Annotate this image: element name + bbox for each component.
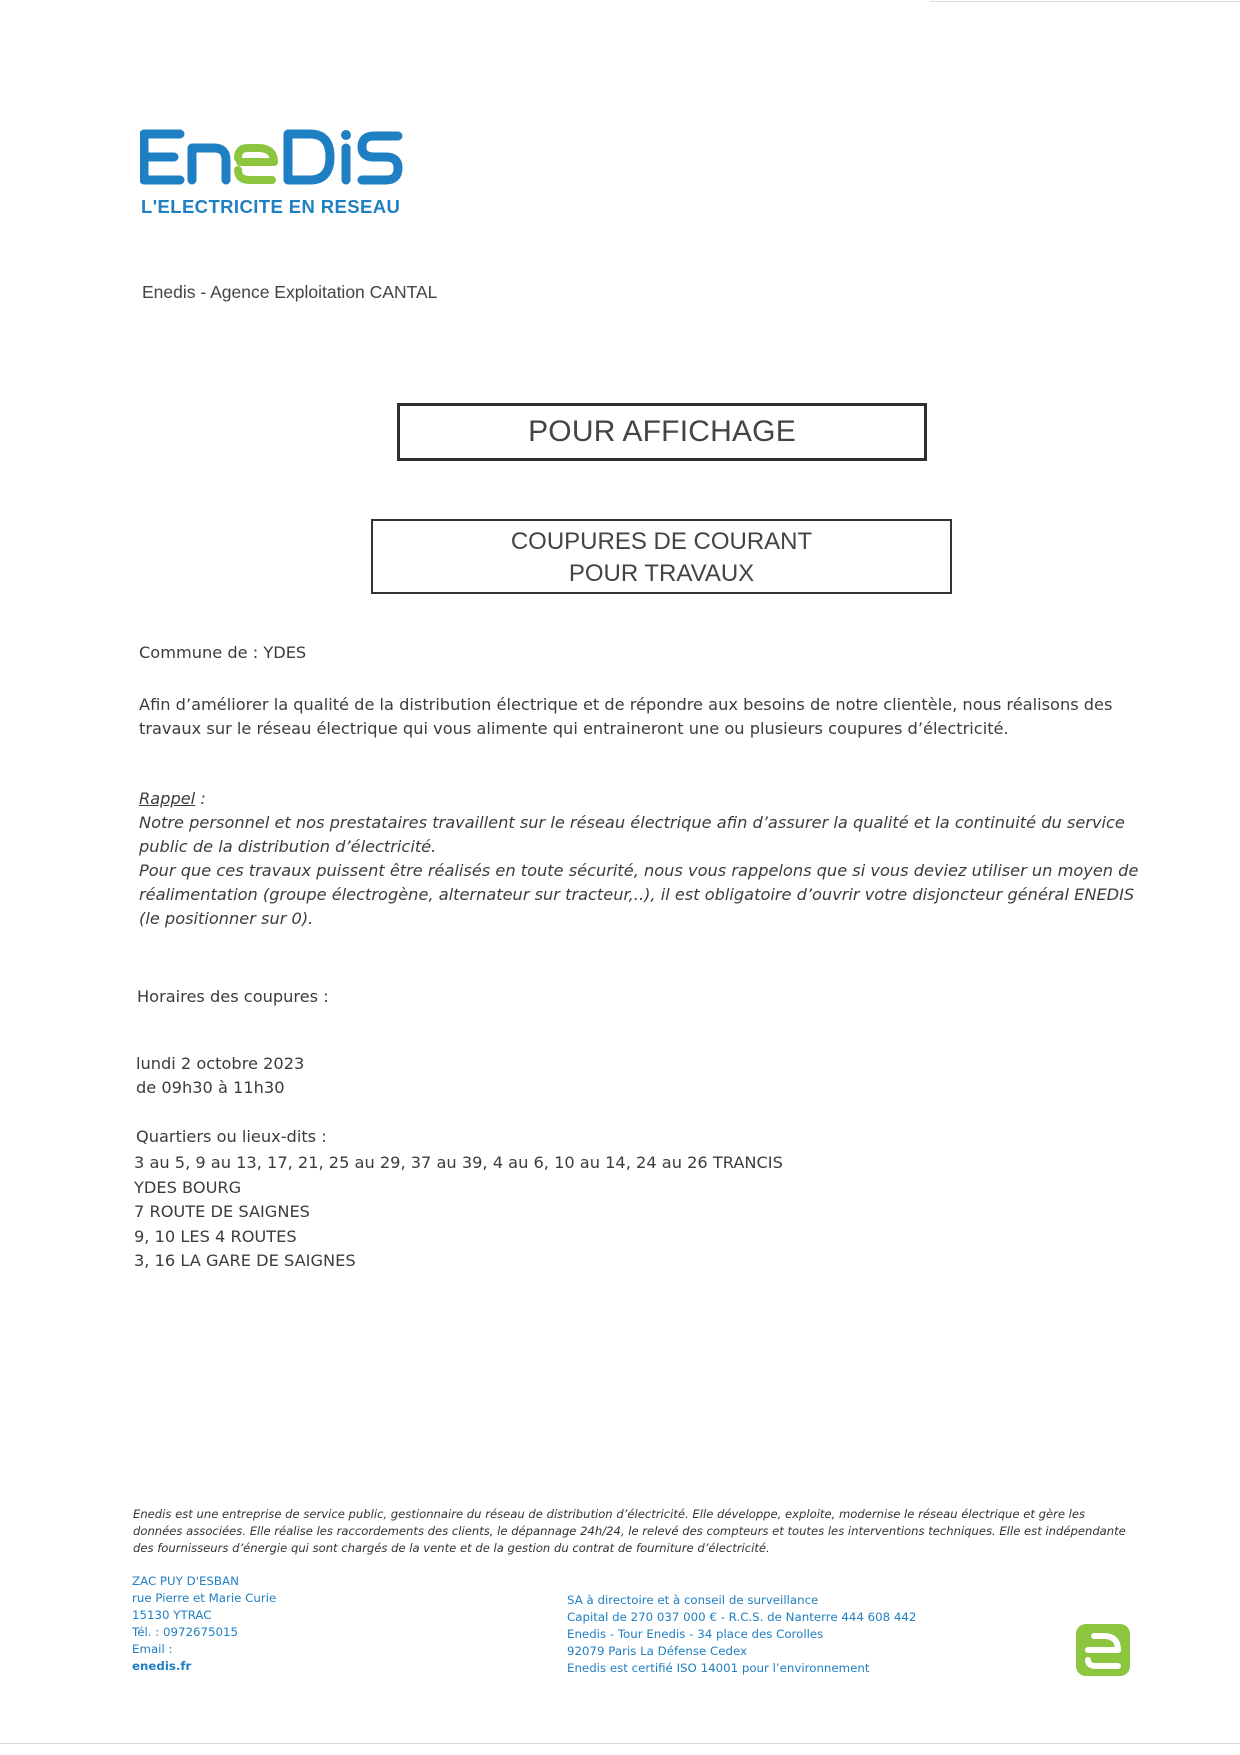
agency-address [132,1573,276,1675]
website-link[interactable]: enedis.fr [132,1659,192,1673]
locations-list [134,1151,783,1274]
legal-line-3: Enedis - Tour Enedis - 34 place des Corolles [567,1627,824,1641]
agency-name: Enedis - Agence Exploitation CANTAL [142,282,438,302]
list-item: 3 au 5, 9 au 13, 17, 21, 25 au 29, 37 au 39, 4 au 6, 10 au 14, 24 au 26 TRANCIS [134,1153,783,1172]
enedis-wordmark-icon [140,126,410,188]
schedule-label: Horaires des coupures : [137,987,329,1006]
address-email: Email : [132,1642,173,1656]
reminder-paragraph-1: Notre personnel et nos prestataires travaillent sur le réseau électrique afin d’assurer la qualité et la continuité du service public de la distribution d’électricité. [139,813,1125,856]
commune-line: Commune de : YDES [139,643,307,662]
reminder-colon: : [195,789,206,808]
reminder-heading [139,787,1149,811]
intro-paragraph: Afin d’améliorer la qualité de la distribution électrique et de répondre aux besoins de notre clientèle, nous réalisons des travaux sur le réseau électrique qui vous alimente qui entraineront une ou plusieurs coupures d’électricité. [139,695,1113,738]
legal-line-1: SA à directoire et à conseil de surveillance [567,1593,819,1607]
enedis-e-mark-icon [1074,1620,1134,1680]
list-item: 3, 16 LA GARE DE SAIGNES [134,1251,356,1270]
power-cut-title-line1: COUPURES DE COURANT [510,528,813,555]
address-line-1: ZAC PUY D'ESBAN [132,1574,239,1588]
list-item: YDES BOURG [134,1177,242,1197]
scan-line-bottom [0,1743,1240,1744]
locations-label: Quartiers ou lieux-dits : [136,1127,327,1146]
address-line-2: rue Pierre et Marie Curie [132,1591,277,1605]
power-cut-title-box [371,519,952,594]
legal-line-5: Enedis est certifié ISO 14001 pour l’environnement [567,1661,870,1675]
address-phone: Tél. : 0972675015 [132,1625,239,1639]
reminder-title: Rappel [139,789,196,808]
outage-date: lundi 2 octobre 2023 [136,1054,305,1073]
legal-line-4: 92079 Paris La Défense Cedex [567,1644,748,1658]
outage-time: de 09h30 à 11h30 [136,1078,285,1097]
scan-line-top [930,1,1240,2]
power-cut-title-line2: POUR TRAVAUX [568,560,755,587]
company-description: Enedis est une entreprise de service public, gestionnaire du réseau de distribution d’électricité. Elle développe, exploite, modernise le réseau électrique et gère les données associées. Elle réalise les raccordements des clients, le dépannage 24h/24, le relevé des compteurs et toutes les interventions techniques. Elle est indépendante des fournisseurs d’énergie qui sont chargés de la vente et de la gestion du contrat de fourniture d’électricité. [133,1507,1126,1555]
legal-line-2: Capital de 270 037 000 € - R.C.S. de Nanterre 444 608 442 [567,1610,917,1624]
list-item: 7 ROUTE DE SAIGNES [134,1202,310,1221]
display-notice-title: POUR AFFICHAGE [528,415,796,448]
reminder-section [139,787,1149,931]
reminder-paragraph-2: Pour que ces travaux puissent être réalisés en toute sécurité, nous vous rappelons que si vous deviez utiliser un moyen de réalimentation (groupe électrogène, alternateur sur tracteur,..), il est obligatoire d’ouvrir votre disjoncteur général ENEDIS (le positionner sur 0). [139,861,1139,928]
display-notice-box [397,403,927,461]
list-item: 9, 10 LES 4 ROUTES [134,1226,297,1246]
legal-information [567,1592,916,1677]
address-line-3: 15130 YTRAC [132,1608,212,1622]
logo-tagline: L'ELECTRICITE EN RESEAU [141,196,401,217]
